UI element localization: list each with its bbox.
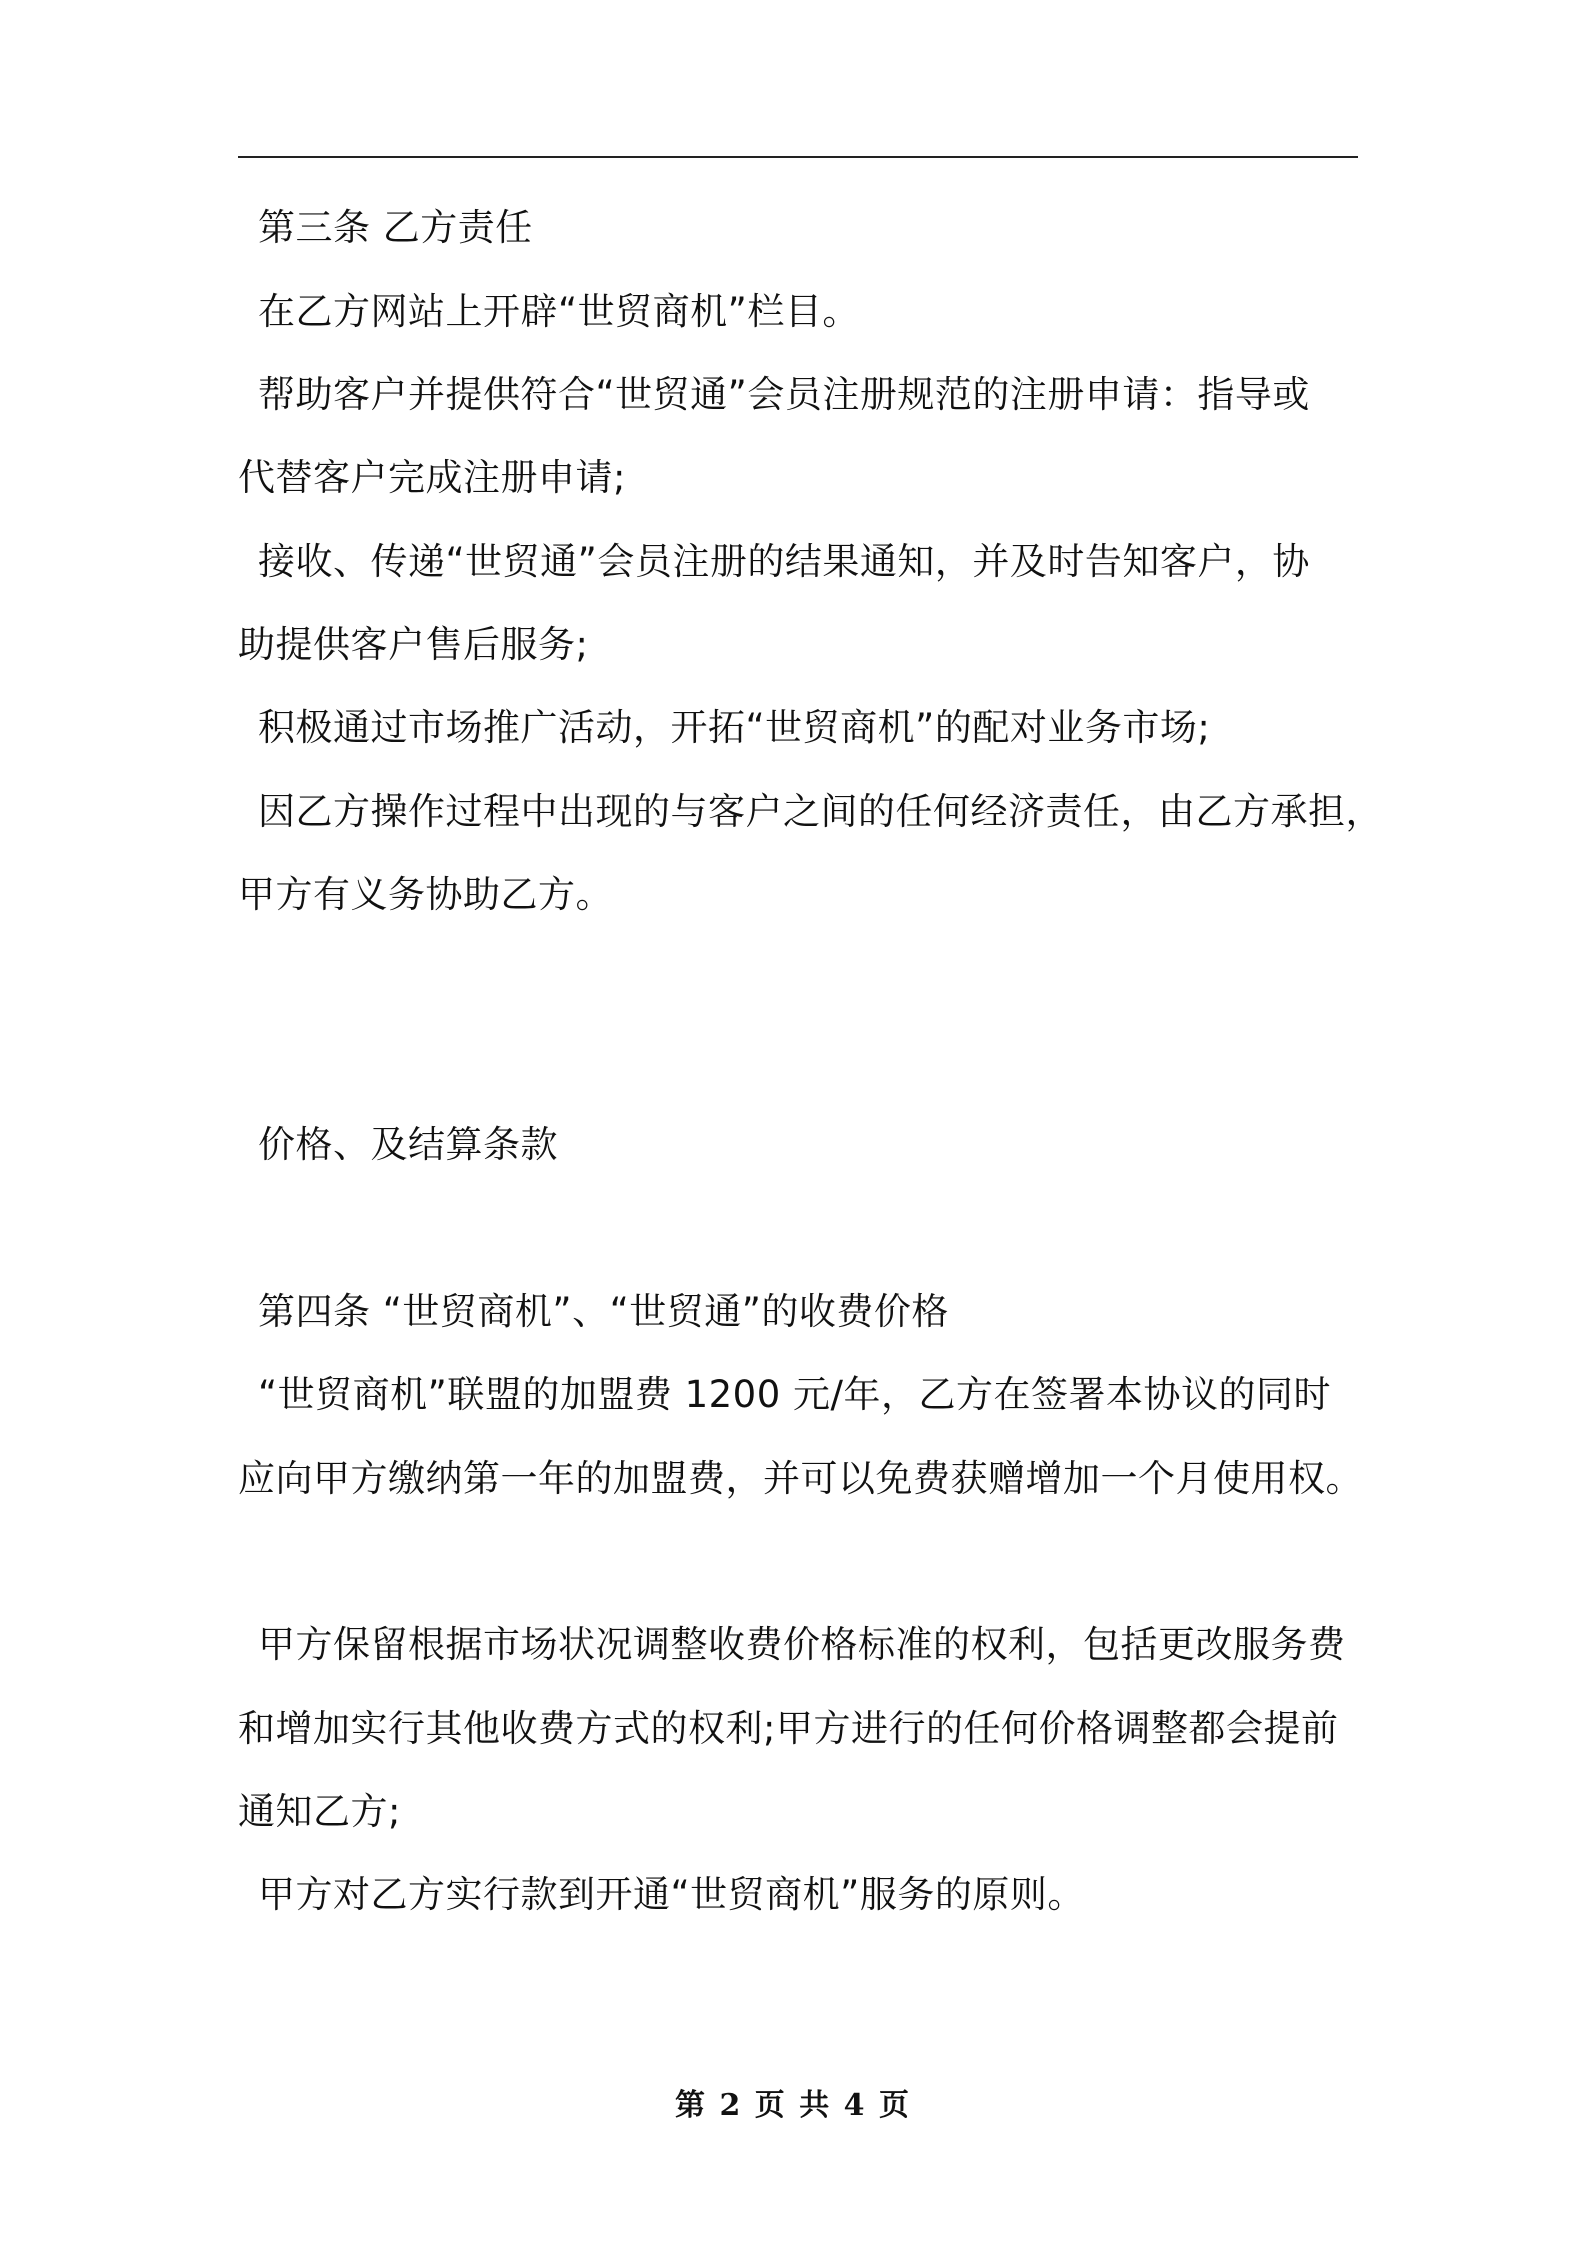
paragraph-line: 和增加实行其他收费方式的权利;甲方进行的任何价格调整都会提前 (238, 1707, 1339, 1750)
paragraph-line: “世贸商机”联盟的加盟费 1200 元/年，乙方在签署本协议的同时 (258, 1373, 1331, 1416)
paragraph-line: 接收、传递“世贸通”会员注册的结果通知，并及时告知客户，协 (258, 540, 1310, 583)
paragraph-line: 因乙方操作过程中出现的与客户之间的任何经济责任，由乙方承担， (258, 790, 1383, 833)
section-heading-pricing: 价格、及结算条款 (258, 1123, 558, 1166)
paragraph-line: 在乙方网站上开辟“世贸商机”栏目。 (258, 290, 860, 333)
article-4-heading: 第四条 “世贸商机”、“世贸通”的收费价格 (258, 1290, 949, 1333)
paragraph-line: 甲方对乙方实行款到开通“世贸商机”服务的原则。 (258, 1873, 1085, 1916)
paragraph-line: 积极通过市场推广活动，开拓“世贸商机”的配对业务市场; (258, 706, 1211, 749)
paragraph-line: 帮助客户并提供符合“世贸通”会员注册规范的注册申请：指导或 (258, 373, 1310, 416)
paragraph-line: 通知乙方; (238, 1790, 401, 1833)
header-rule (238, 156, 1358, 158)
article-3-heading: 第三条 乙方责任 (258, 206, 533, 249)
page-number-footer: 第 2 页 共 4 页 (675, 2088, 911, 2123)
paragraph-line: 应向甲方缴纳第一年的加盟费，并可以免费获赠增加一个月使用权。 (238, 1457, 1363, 1500)
paragraph-line: 甲方有义务协助乙方。 (238, 873, 613, 916)
paragraph-line: 助提供客户售后服务; (238, 623, 589, 666)
paragraph-line: 代替客户完成注册申请; (238, 456, 626, 499)
paragraph-line: 甲方保留根据市场状况调整收费价格标准的权利，包括更改服务费 (258, 1623, 1346, 1666)
